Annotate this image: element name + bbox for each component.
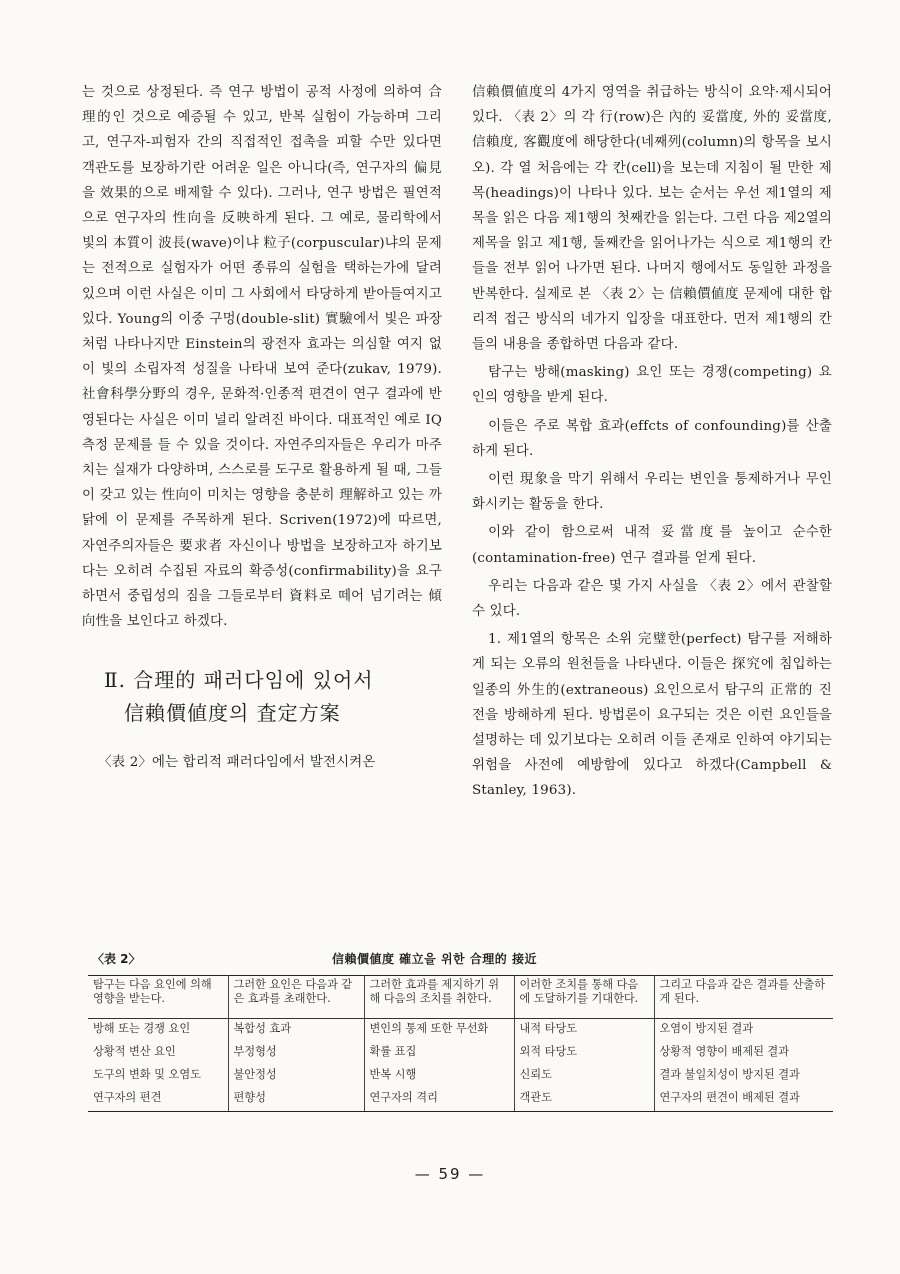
table-row	[88, 1088, 833, 1112]
approach-table	[88, 975, 833, 1112]
section-heading-line-2: 信賴價値度의 査定方案	[124, 701, 341, 726]
body-paragraph: 이와 같이 함으로써 내적 妥當度를 높이고 순수한(contamination-free) 연구 결과를 얻게 된다.	[472, 525, 832, 566]
table-cell: 외적 타당도	[514, 1042, 654, 1065]
table-row	[88, 1042, 833, 1065]
section-heading	[104, 664, 442, 730]
table-header-cell: 그리고 다음과 같은 결과를 산출하게 된다.	[654, 976, 833, 1019]
table-cell: 불안정성	[228, 1065, 364, 1088]
section-heading-line-1: Ⅱ. 合理的 패러다임에 있어서	[104, 668, 374, 693]
table-header-row	[88, 976, 833, 1019]
table-cell: 연구자의 편견	[88, 1088, 228, 1112]
table-cell: 오염이 방지된 결과	[654, 1019, 833, 1043]
table-cell: 연구자의 편견이 배제된 결과	[654, 1088, 833, 1112]
body-paragraph: 탐구는 방해(masking) 요인 또는 경쟁(competing) 요인의 영향을 받게 된다.	[472, 365, 832, 406]
body-paragraph: 이들은 주로 복합 효과(effcts of confounding)를 산출하게 된다.	[472, 418, 832, 459]
right-column	[472, 80, 832, 804]
table-title: 信賴價値度 確立을 위한 合理的 接近	[332, 952, 537, 966]
left-column	[82, 80, 442, 776]
table-label: 〈表 2〉	[92, 952, 141, 966]
table-cell: 확률 표집	[364, 1042, 514, 1065]
body-paragraph: 우리는 다음과 같은 몇 가지 사실을 〈表 2〉에서 관찰할 수 있다.	[472, 578, 832, 620]
table-cell: 편향성	[228, 1088, 364, 1112]
table-row	[88, 1065, 833, 1088]
table-header-cell: 그러한 요인은 다음과 같은 효과를 초래한다.	[228, 976, 364, 1019]
table-cell: 부정형성	[228, 1042, 364, 1065]
table-cell: 복합성 효과	[228, 1019, 364, 1043]
table-cell: 방해 또는 경쟁 요인	[88, 1019, 228, 1043]
table-header-cell: 이러한 조치를 통해 다음에 도달하기를 기대한다.	[514, 976, 654, 1019]
body-paragraph: 이런 現象을 막기 위해서 우리는 변인을 통제하거나 무인화시키는 활동을 한다.	[472, 472, 832, 513]
table-cell: 내적 타당도	[514, 1019, 654, 1043]
table-cell: 연구자의 격리	[364, 1088, 514, 1112]
table-cell: 상황적 영향이 배제된 결과	[654, 1042, 833, 1065]
table-cell: 결과 불일치성이 방지된 결과	[654, 1065, 833, 1088]
table-cell: 반복 시행	[364, 1065, 514, 1088]
table-header-cell: 그러한 효과를 제지하기 위해 다음의 조치를 취한다.	[364, 976, 514, 1019]
numbered-paragraph: 1. 제1열의 항목은 소위 完璧한(perfect) 탐구를 저해하게 되는 오류의 원천들을 나타낸다. 이들은 探究에 침입하는 일종의 外生的(extraneous) 요인으로서 탐구의 正常的 진전을 방해하게 된다. 방법론이 요구되는 것은 이런 요인들을 설명하는 데 있기보다는 오히려 이들 존재로 인하여 야기되는 위험을 사전에 예방함에 있다고 하겠다(Campbell & Stanley, 1963).	[472, 632, 832, 799]
table-cell: 도구의 변화 및 오염도	[88, 1065, 228, 1088]
table-row	[88, 1019, 833, 1043]
body-paragraph: 는 것으로 상정된다. 즉 연구 방법이 공적 사정에 의하여 合理的인 것으로 예증될 수 있고, 반복 실험이 가능하며 그리고, 연구자-피험자 간의 직접적인 접촉을 피할 수만 있다면 객관도를 보장하기란 어려운 일은 아니다(즉, 연구자의 偏見을 效果的으로 배제할 수 있다). 그러나, 연구 방법은 필연적으로 연구자의 性向을 反映하게 된다. 그 예로, 물리학에서 빛의 本質이 波長(wave)이냐 粒子(corpuscular)냐의 문제는 전적으로 실험자가 어떤 종류의 실험을 택하는가에 달려 있으며 이런 사실은 이미 그 사회에서 타당하게 받아들여지고 있다. Young의 이중 구멍(double-slit) 實驗에서 빛은 파장처럼 나타나지만 Einstein의 광전자 효과는 의심할 여지 없이 빛의 소립자적 성질을 나타내 보여 준다(zukav, 1979). 社會科學分野의 경우, 문화적·인종적 편견이 연구 결과에 반영된다는 사실은 이미 널리 알려진 바이다. 대표적인 예로 IQ측정 문제를 들 수 있을 것이다. 자연주의자들은 우리가 마주치는 실재가 다양하며, 스스로를 도구로 활용하게 될 때, 그들이 갖고 있는 性向이 미치는 영향을 충분히 理解하고 있는 까닭에 이 문제를 주목하게 된다. Scriven(1972)에 따르면, 자연주의자들은 要求者 자신이나 방법을 보장하고자 하기보다는 오히려 수집된 자료의 확증성(confirmability)을 요구하면서 중립성의 짐을 그들로부터 資料로 떼어 넘기려는 傾向性을 보인다고 하겠다.	[82, 85, 442, 630]
table-cell: 객관도	[514, 1088, 654, 1112]
table-cell: 변인의 통제 또한 무선화	[364, 1019, 514, 1043]
body-paragraph: 信賴價値度의 4가지 영역을 취급하는 방식이 요약·제시되어 있다. 〈表 2〉의 각 行(row)은 內的 妥當度, 外的 妥當度, 信賴度, 客觀度에 해당한다(네째列(column)의 항목을 보시오). 각 열 처음에는 각 칸(cell)을 보는데 지침이 될 만한 제목(headings)이 나타나 있다. 보는 순서는 우선 제1열의 제목을 읽은 다음 제1행의 첫째칸을 읽는다. 그런 다음 제2열의 제목을 읽고 제1행, 둘째칸을 읽어나가는 식으로 제1행의 칸들을 전부 읽어 나가면 된다. 나머지 행에서도 동일한 과정을 반복한다. 실제로 본 〈表 2〉는 信賴價値度 문제에 대한 합리적 접근 방식의 네가지 입장을 대표한다. 먼저 제1행의 칸들의 내용을 종합하면 다음과 같다.	[472, 85, 832, 353]
body-paragraph: 〈表 2〉에는 합리적 패러다임에서 발전시켜온	[98, 755, 376, 771]
table-cell: 상황적 변산 요인	[88, 1042, 228, 1065]
table-cell: 신뢰도	[514, 1065, 654, 1088]
page-number: — 59 —	[414, 1165, 486, 1183]
table-header-cell: 탐구는 다음 요인에 의해 영향을 받는다.	[88, 976, 228, 1019]
